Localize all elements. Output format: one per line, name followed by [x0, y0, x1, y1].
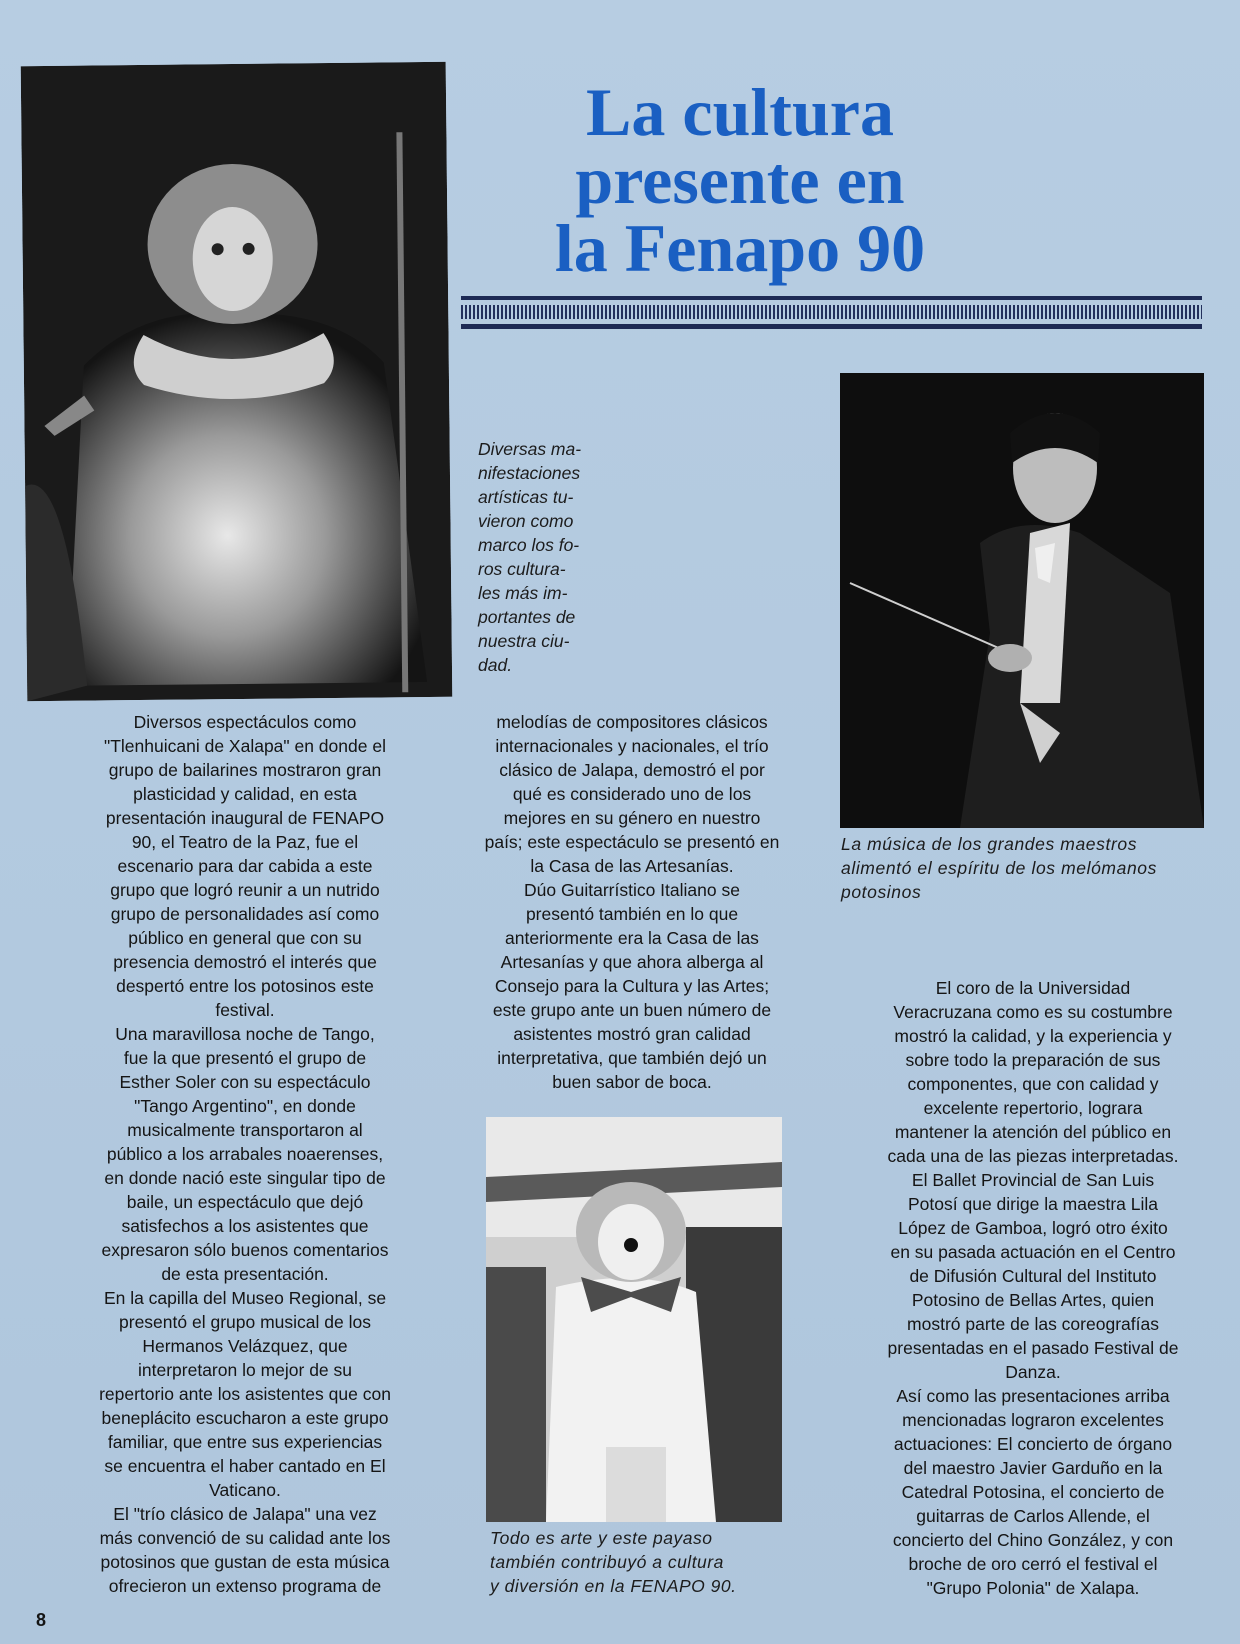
- body-text-line: país; este espectáculo se presentó en: [484, 832, 780, 852]
- body-text-line: familiar, que entre sus experiencias: [107, 1432, 383, 1452]
- clown-photo-image: [486, 1117, 782, 1522]
- title-rule-hatched: [461, 305, 1202, 319]
- body-text-line: grupo de bailarines mostraron gran: [108, 760, 382, 780]
- caption-line: marco los fo-: [478, 535, 580, 555]
- body-text-line: El Ballet Provincial de San Luis: [911, 1170, 1155, 1190]
- body-text-line: musicalmente transportaron al: [127, 1120, 363, 1140]
- performer-caption: [478, 437, 618, 677]
- caption-line: y diversión en la FENAPO 90.: [490, 1576, 737, 1596]
- body-text-line: melodías de compositores clásicos: [496, 712, 768, 732]
- title-rule-bottom: [461, 324, 1202, 329]
- body-text-line: mostró parte de las coreografías: [907, 1314, 1159, 1334]
- body-text-line: fue la que presentó el grupo de: [123, 1048, 367, 1068]
- body-text-line: actuaciones: El concierto de órgano: [893, 1434, 1173, 1454]
- body-text-line: escenario para dar cabida a este: [117, 856, 373, 876]
- article-column-middle: [452, 710, 812, 1094]
- body-text-line: mencionadas lograron excelentes: [902, 1410, 1164, 1430]
- body-text-line: excelente repertorio, lograra: [923, 1098, 1143, 1118]
- body-text-line: qué es considerado uno de los: [512, 784, 752, 804]
- body-text-line: "Tango Argentino", en donde: [134, 1096, 356, 1116]
- body-text-line: del maestro Javier Garduño en la: [903, 1458, 1163, 1478]
- body-text-line: Potosí que dirige la maestra Lila: [908, 1194, 1158, 1214]
- body-text-line: público en general que con su: [128, 928, 362, 948]
- caption-line: ros cultura-: [478, 559, 566, 579]
- body-text-line: Veracruzana como es su costumbre: [893, 1002, 1173, 1022]
- body-text-line: presentadas en el pasado Festival de: [887, 1338, 1179, 1358]
- body-text-line: grupo que logró reunir a un nutrido: [110, 880, 380, 900]
- title-line-1: La cultura: [586, 74, 894, 150]
- caption-line: La música de los grandes maestros: [841, 834, 1138, 854]
- body-text-line: plasticidad y calidad, en esta: [133, 784, 357, 804]
- body-text-line: baile, un espectáculo que dejó: [126, 1192, 364, 1212]
- body-text-line: en su pasada actuación en el Centro: [890, 1242, 1176, 1262]
- body-text-line: concierto del Chino González, y con: [892, 1530, 1174, 1550]
- title-rule-top: [461, 296, 1202, 300]
- body-text-line: se encuentra el haber cantado en El: [104, 1456, 386, 1476]
- body-text-line: El "trío clásico de Jalapa" una vez: [113, 1504, 377, 1524]
- body-text-line: mejores en su género en nuestro: [503, 808, 761, 828]
- body-text-line: interpretaron lo mejor de su: [138, 1360, 352, 1380]
- body-text-line: broche de oro cerró el festival el: [908, 1554, 1158, 1574]
- body-text-line: cada una de las piezas interpretadas.: [887, 1146, 1179, 1166]
- body-text-line: satisfechos a los asistentes que: [121, 1216, 369, 1236]
- caption-line: vieron como: [478, 511, 574, 531]
- body-text-line: Vaticano.: [209, 1480, 281, 1500]
- body-text-line: Artesanías y que ahora alberga al: [500, 952, 764, 972]
- body-text-line: mostró la calidad, y la experiencia y: [894, 1026, 1172, 1046]
- caption-line: portantes de: [478, 607, 576, 627]
- caption-line: nuestra ciu-: [478, 631, 570, 651]
- body-text-line: Diversos espectáculos como: [133, 712, 357, 732]
- body-text-line: El coro de la Universidad: [935, 978, 1131, 998]
- body-text-line: Hermanos Velázquez, que: [142, 1336, 348, 1356]
- article-title: [500, 74, 980, 286]
- body-text-line: de esta presentación.: [161, 1264, 329, 1284]
- body-text-line: beneplácito escucharon a este grupo: [101, 1408, 389, 1428]
- body-text-line: público a los arrabales noaerenses,: [106, 1144, 384, 1164]
- body-text-line: ofrecieron un extenso programa de: [108, 1576, 382, 1596]
- body-text-line: presentó el grupo musical de los: [119, 1312, 371, 1332]
- body-text-line: interpretativa, que también dejó un: [497, 1048, 767, 1068]
- caption-line: nifestaciones: [478, 463, 581, 483]
- article-column-right: [852, 976, 1214, 1600]
- body-text-line: guitarras de Carlos Allende, el: [916, 1506, 1150, 1526]
- body-text-line: de Difusión Cultural del Instituto: [909, 1266, 1157, 1286]
- caption-line: les más im-: [478, 583, 568, 603]
- body-text-line: despertó entre los potosinos este: [116, 976, 374, 996]
- body-text-line: Así como las presentaciones arriba: [896, 1386, 1170, 1406]
- performer-photo-image: [21, 62, 453, 701]
- title-line-2: presente en: [575, 142, 905, 218]
- body-text-line: grupo de personalidades así como: [110, 904, 380, 924]
- article-column-left: [60, 710, 430, 1598]
- body-text-line: En la capilla del Museo Regional, se: [103, 1288, 387, 1308]
- body-text-line: potosinos que gustan de esta música: [100, 1552, 390, 1572]
- body-text-line: más convenció de su calidad ante los: [99, 1528, 391, 1548]
- body-text-line: Catedral Potosina, el concierto de: [901, 1482, 1165, 1502]
- body-text-line: Esther Soler con su espectáculo: [119, 1072, 371, 1092]
- body-text-line: "Grupo Polonia" de Xalapa.: [926, 1578, 1140, 1598]
- body-text-line: asistentes mostró gran calidad: [513, 1024, 751, 1044]
- conductor-photo: [840, 373, 1204, 828]
- caption-line: artísticas tu-: [478, 487, 574, 507]
- body-text-line: Potosino de Bellas Artes, quien: [911, 1290, 1155, 1310]
- body-text-line: anteriormente era la Casa de las: [505, 928, 759, 948]
- body-text-line: este grupo ante un buen número de: [492, 1000, 772, 1020]
- body-text-line: Dúo Guitarrístico Italiano se: [524, 880, 740, 900]
- performer-photo: [21, 62, 453, 701]
- conductor-caption: [841, 832, 1211, 904]
- body-text-line: componentes, que con calidad y: [907, 1074, 1159, 1094]
- body-text-line: presencia demostró el interés que: [113, 952, 377, 972]
- clown-caption: [490, 1526, 790, 1598]
- body-text-line: Danza.: [1005, 1362, 1061, 1382]
- body-text-line: mantener la atención del público en: [894, 1122, 1172, 1142]
- caption-line: potosinos: [841, 882, 922, 902]
- body-text-line: festival.: [215, 1000, 275, 1020]
- body-text-line: repertorio ante los asistentes que con: [99, 1384, 391, 1404]
- conductor-photo-image: [840, 373, 1204, 828]
- body-text-line: clásico de Jalapa, demostró el por: [499, 760, 765, 780]
- body-text-line: buen sabor de boca.: [552, 1072, 712, 1092]
- body-text-line: presentación inaugural de FENAPO: [105, 808, 385, 828]
- caption-line: Todo es arte y este payaso: [490, 1528, 713, 1548]
- caption-line: también contribuyó a cultura: [490, 1552, 724, 1572]
- body-text-line: Consejo para la Cultura y las Artes;: [494, 976, 770, 996]
- body-text-line: internacionales y nacionales, el trío: [495, 736, 769, 756]
- body-text-line: 90, el Teatro de la Paz, fue el: [131, 832, 359, 852]
- body-text-line: Una maravillosa noche de Tango,: [115, 1024, 375, 1044]
- body-text-line: "Tlenhuicani de Xalapa" en donde el: [104, 736, 386, 756]
- body-text-line: presentó también en lo que: [525, 904, 739, 924]
- caption-line: dad.: [478, 655, 513, 675]
- title-line-3: la Fenapo 90: [554, 210, 926, 286]
- body-text-line: expresaron sólo buenos comentarios: [101, 1240, 389, 1260]
- body-text-line: sobre todo la preparación de sus: [905, 1050, 1161, 1070]
- page-number: 8: [36, 1610, 47, 1630]
- body-text-line: López de Gamboa, logró otro éxito: [898, 1218, 1168, 1238]
- caption-line: alimentó el espíritu de los melómanos: [841, 858, 1157, 878]
- clown-photo: [486, 1117, 782, 1522]
- body-text-line: en donde nació este singular tipo de: [104, 1168, 386, 1188]
- body-text-line: la Casa de las Artesanías.: [530, 856, 734, 876]
- caption-line: Diversas ma-: [478, 439, 582, 459]
